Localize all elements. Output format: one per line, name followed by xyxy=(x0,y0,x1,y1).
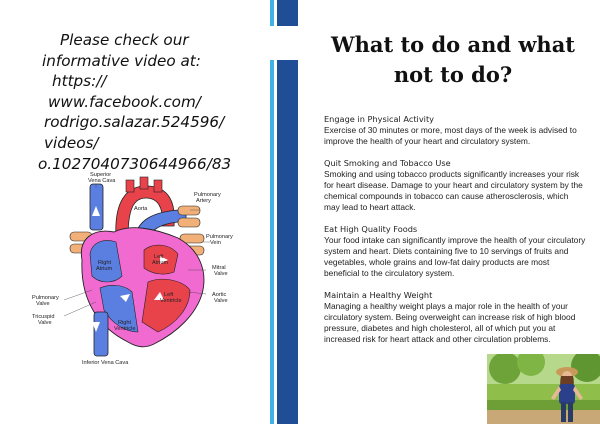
left-panel xyxy=(0,0,270,424)
label-left-ventricle: Left xyxy=(164,292,174,298)
label-tricuspid-valve: Tricuspid xyxy=(32,314,55,320)
label-pulmonary-vein: Pulmonary xyxy=(206,234,233,240)
label-inferior-vena-cava: Inferior Vena Cava xyxy=(82,360,129,366)
fold-stripes xyxy=(270,0,300,424)
label-right-ventricle: Right xyxy=(118,320,132,326)
video-note-line: informative video at: xyxy=(42,51,201,70)
page-title-line-2: not to do? xyxy=(393,62,513,87)
label-aorta: Aorta xyxy=(134,206,148,212)
video-note-line[interactable]: o.1027040730644966/83 xyxy=(38,154,232,173)
label-superior-vena-cava-2: Vena Cava xyxy=(88,178,116,184)
label-left-atrium-2: Atrium xyxy=(152,260,169,266)
label-pulmonary-artery-2: Artery xyxy=(196,198,211,204)
section-body: Your food intake can significantly improve the health of your circulatory system and heart. Diets containing five to 10 servings of fruits and vegetables, whole grains and low-fat dairy products are most beneficial to the circulatory system. xyxy=(324,235,586,278)
section-heading: Quit Smoking and Tobacco Use xyxy=(324,158,451,168)
video-note-line: Please check our xyxy=(60,31,189,49)
video-note-line[interactable]: videos/ xyxy=(44,133,99,152)
label-left-ventricle-2: Ventricle xyxy=(160,298,182,304)
label-right-atrium: Right xyxy=(98,260,112,266)
page-title xyxy=(322,30,584,90)
label-aortic-valve: Aortic xyxy=(212,292,227,298)
section-heading: Engage in Physical Activity xyxy=(324,114,435,124)
video-note-line[interactable]: https:// xyxy=(52,72,107,91)
stripe-blue xyxy=(277,60,298,424)
inferior-vena-cava-vessel xyxy=(94,312,108,356)
section-body: Exercise of 30 minutes or more, most days of the week is advised to improve the health of your heart and circulatory system. xyxy=(324,125,577,146)
section-quit-smoking xyxy=(324,158,586,213)
label-pulmonary-artery: Pulmonary xyxy=(194,192,221,198)
label-pulmonary-vein-2: Vein xyxy=(210,240,221,246)
video-note-line[interactable]: rodrigo.salazar.524596/ xyxy=(44,113,225,132)
section-high-quality-foods xyxy=(324,224,586,279)
video-note-line[interactable]: www.facebook.com/ xyxy=(48,92,201,111)
label-superior-vena-cava: Superior xyxy=(90,172,112,178)
section-body: Managing a healthy weight plays a major role in the health of your circulatory system. Being overweight can increase risk of high blood pressure, diabetes and high cholesterol, all of which put you at increased risk for heart attack and other circulation problems. xyxy=(324,301,576,344)
section-heading: Eat High Quality Foods xyxy=(324,224,418,234)
heart-diagram xyxy=(30,172,250,368)
label-aortic-valve-2: Valve xyxy=(214,298,228,304)
label-left-atrium: Left xyxy=(154,254,164,260)
label-mitral-valve: Mitral xyxy=(212,265,226,271)
page-title-line-1: What to do and what xyxy=(330,32,575,57)
label-right-ventricle-2: Ventricle xyxy=(114,326,136,332)
video-link-note xyxy=(38,30,263,174)
label-pulmonary-valve: Pulmonary xyxy=(32,295,59,301)
label-mitral-valve-2: Valve xyxy=(214,271,228,277)
label-right-atrium-2: Atrium xyxy=(96,266,113,272)
advice-sections xyxy=(324,114,586,356)
label-tricuspid-valve-2: Valve xyxy=(38,320,52,326)
label-pulmonary-valve-2: Valve xyxy=(36,301,50,307)
section-heading: Maintain a Healthy Weight xyxy=(324,290,433,300)
section-healthy-weight xyxy=(324,290,586,345)
section-physical-activity xyxy=(324,114,586,147)
park-woman-photo xyxy=(487,354,600,424)
stripe-blue-top xyxy=(277,0,298,26)
section-body: Smoking and using tobacco products significantly increases your risk for heart disease. Damage to your heart and circulatory system by the chemical compounds in tobacco can cause atherosclerosis, which may lead to heart attack. xyxy=(324,169,583,212)
stripe-cyan-top xyxy=(270,0,274,26)
superior-vena-cava-vessel xyxy=(90,184,103,230)
stripe-cyan xyxy=(270,60,274,424)
